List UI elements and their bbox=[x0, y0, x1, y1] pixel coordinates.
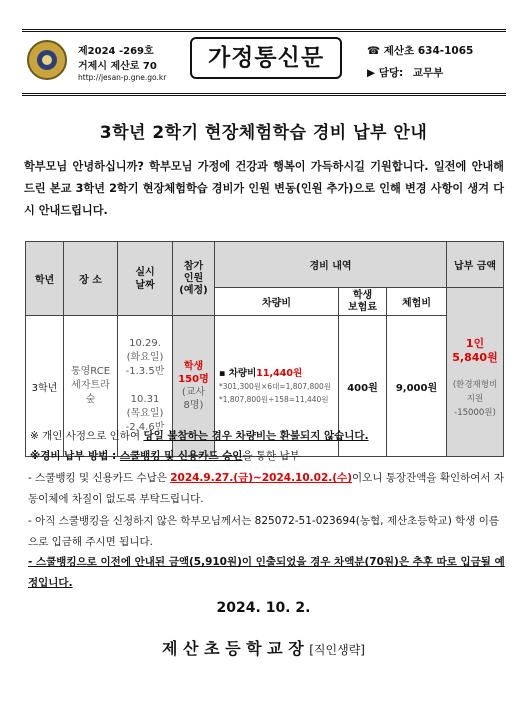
note-item-2: - 아직 스쿨뱅킹을 신청하지 않은 학부모님께서는 825072-51-023694(농협, 제산초등학교) 학생 이름으로 입금해 주시면 됩니다. bbox=[28, 515, 500, 548]
phone-label: ☎ 제산초 bbox=[367, 45, 415, 57]
payment-amount: 1인 5,840원 bbox=[452, 337, 498, 364]
school-name: 제 산 초 등 학 교 장 bbox=[162, 639, 304, 658]
note-item-1-suffix: 이오니 통장잔액을 확인하여서 자동이체에 차질이 없도록 부탁드립니다. bbox=[28, 472, 505, 505]
school-address: 거제시 제산로 70 bbox=[78, 61, 157, 72]
note-item-1-date: 2024.9.27.(금)~2024.10.02.(수) bbox=[170, 472, 353, 484]
header-grade: 학년 bbox=[26, 242, 64, 316]
department-name: 교무부 bbox=[412, 67, 444, 79]
subheader-bus: 차량비 bbox=[215, 288, 339, 316]
payment-note: (환경재형비 지원 -15000원) bbox=[452, 380, 498, 418]
note-item-1 bbox=[28, 468, 506, 510]
payment-method bbox=[30, 448, 300, 463]
issue-date: 2024. 10. 2. bbox=[216, 600, 311, 616]
header-place: 장 소 bbox=[64, 242, 118, 316]
payment-method-prefix: ※경비 납부 방법 : bbox=[30, 450, 120, 462]
subheader-insurance: 학생 보험료 bbox=[339, 288, 387, 316]
payment-method-bold: 스쿨뱅킹 및 신용카드 승인 bbox=[119, 450, 243, 462]
department-info bbox=[367, 65, 443, 80]
participants-teachers: (교사 8명) bbox=[181, 387, 206, 411]
subheader-experience: 체험비 bbox=[387, 288, 447, 316]
newsletter-title: 가정통신문 bbox=[190, 37, 342, 79]
bus-cost-label: ▪ 차량비 bbox=[219, 367, 257, 379]
refund-notice bbox=[30, 428, 369, 443]
participants-students: 학생 150명 bbox=[178, 361, 209, 385]
refund-notice-prefix: ※ 개인 사정으로 인하여 bbox=[30, 430, 144, 442]
phone-number: 634-1065 bbox=[417, 45, 474, 57]
issue-number: 제2024 -269호 bbox=[78, 46, 154, 57]
seal-omitted: [직인생략] bbox=[309, 643, 365, 657]
fee-table bbox=[25, 241, 504, 457]
phone-info bbox=[367, 43, 473, 58]
row-experience: 9,000원 bbox=[387, 316, 447, 457]
school-logo-icon bbox=[27, 40, 67, 80]
bus-calc-1: *301,300원×6대=1,807,800원 bbox=[219, 381, 332, 391]
header-date: 실시 날짜 bbox=[118, 242, 173, 316]
school-signature bbox=[0, 636, 527, 659]
header-cost: 경비 내역 bbox=[215, 242, 447, 288]
refund-notice-bold: 당일 불참하는 경우 차량비는 환불되지 않습니다. bbox=[143, 430, 369, 442]
note-item-3: - 스쿨뱅킹으로 이전에 안내된 금액(5,910원)이 인출되었을 경우 차액분(70원)은 추후 따로 입금될 예정입니다. bbox=[28, 556, 505, 589]
row-place: 통영RCE 세자트라 숲 bbox=[64, 316, 118, 457]
bus-cost-amount: 11,440원 bbox=[256, 367, 303, 379]
row-insurance: 400원 bbox=[339, 316, 387, 457]
row-grade: 3학년 bbox=[26, 316, 64, 457]
intro-paragraph: 학부모님 안녕하십니까? 학부모님 가정에 건강과 행복이 가득하시길 기원합니다. 일전에 안내해 드린 본교 3학년 2학기 현장체험학습 경비가 인원 변동(인원 추가)으로 인해 변경 사항이 생겨 다시 안내드립니다. bbox=[24, 160, 504, 217]
header-payment: 납부 금액 bbox=[447, 242, 504, 288]
document-title: 3학년 2학기 현장체험학습 경비 납부 안내 bbox=[99, 123, 428, 143]
payment-method-suffix: 을 통한 납부 bbox=[242, 450, 300, 462]
header-participants: 참가 인원 (예정) bbox=[173, 242, 215, 316]
school-website-link[interactable]: http://jesan-p.gne.go.kr bbox=[78, 73, 167, 82]
bus-calc-2: *1,807,800원÷158=11,440원 bbox=[219, 394, 329, 404]
payment-cell bbox=[447, 288, 504, 457]
department-label: ▶ 담당: bbox=[367, 67, 404, 79]
row-date: 10.29. (화요일) -1.3.5반 10.31 (목요일) -2.4.6반 bbox=[118, 316, 173, 457]
note-item-1-prefix: - 스쿨뱅킹 및 신용카드 수납은 bbox=[28, 472, 171, 484]
